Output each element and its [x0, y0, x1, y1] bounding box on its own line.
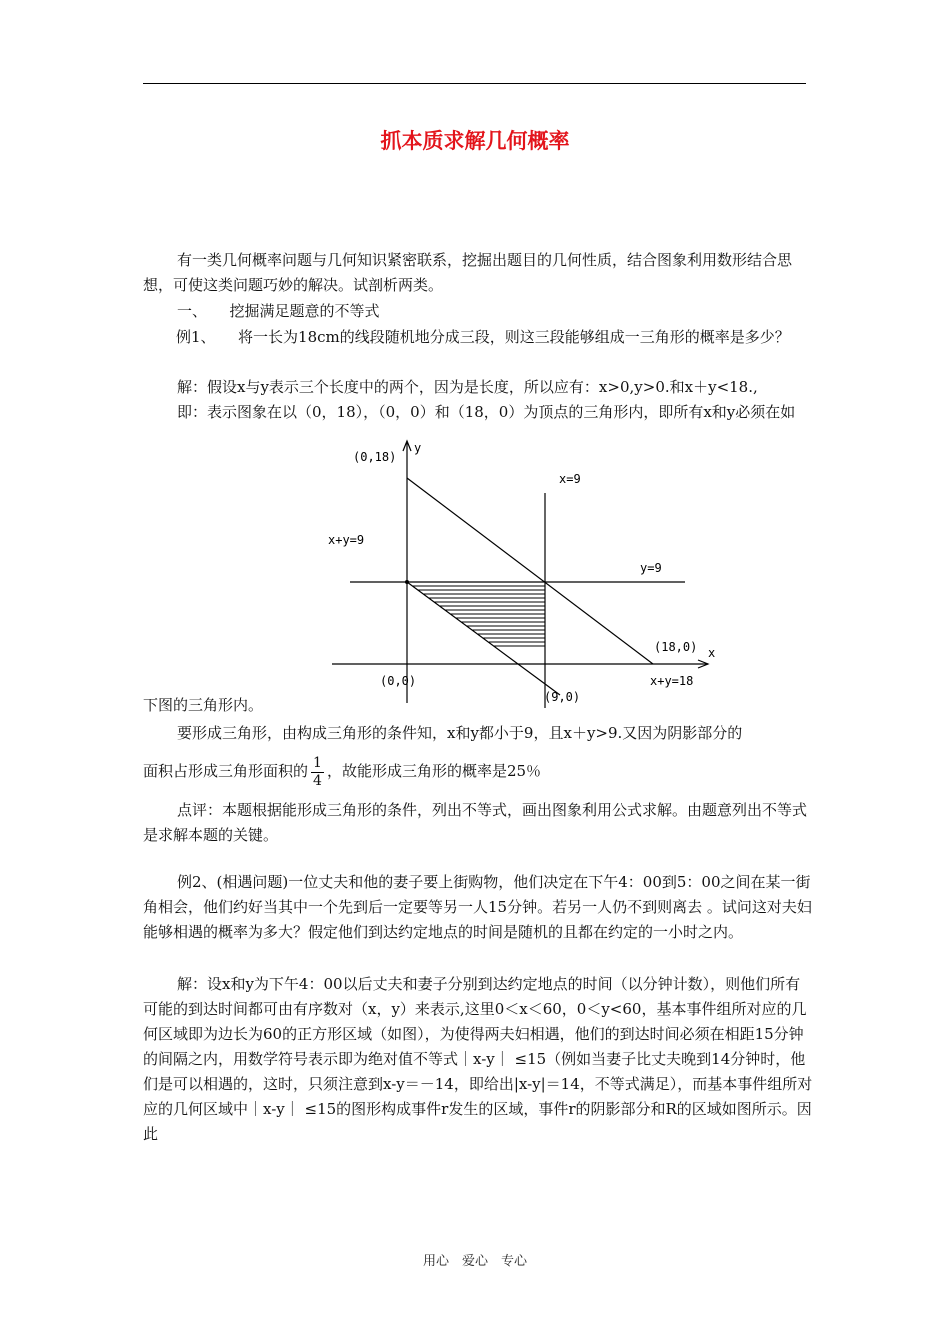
label-y-9: y=9	[640, 561, 662, 575]
label-x-9: x=9	[559, 472, 581, 486]
label-y: y	[414, 441, 422, 455]
example1-text: 例1、 将一长为18cm的线段随机地分成三段，则这三段能够组成一三角形的概率是多少？	[176, 328, 790, 346]
line-x-plus-y-18	[407, 478, 653, 664]
condition-paragraph: 要形成三角形，由构成三角形的条件知，x和y都小于9，且x＋y>9.又因为阴影部分的	[177, 724, 743, 742]
triangle-region-graph	[320, 433, 730, 708]
page-title: 抓本质求解几何概率	[380, 129, 570, 153]
fraction-numerator: 1	[313, 754, 322, 771]
area-text-before: 面积占形成三角形面积的	[143, 762, 309, 780]
solution1-line-b: 即：表示图象在以（0，18），（0，0）和（18，0）为顶点的三角形内，即所有x和y必须在如	[177, 403, 796, 421]
area-text-after: ，故能形成三角形的概率是25％	[326, 762, 542, 780]
area-ratio-line	[143, 752, 813, 790]
label-x-plus-y-18: x+y=18	[650, 674, 694, 688]
label-x-plus-y-9: x+y=9	[328, 533, 365, 547]
section-heading: 一、 挖掘满足题意的不等式	[177, 302, 380, 320]
label-0-18: (0,18)	[353, 450, 397, 464]
page-footer: 用心 爱心 专心	[422, 1254, 527, 1269]
comment-paragraph: 点评：本题根据能形成三角形的条件，列出不等式，画出图象利用公式求解。由题意列出不等式是求解本题的关键。	[143, 801, 808, 844]
header-rule	[143, 83, 806, 84]
label-0-0: (0,0)	[380, 674, 417, 688]
example2-paragraph: 例2、(相遇问题)一位丈夫和他的妻子要上街购物，他们决定在下午4：00到5：00之间在某一街角相会，他们约好当其中一个先到后一定要等另一人15分钟。若另一人仍不到则离去 。试问这对夫妇能够相遇的概率为多大？假定他们到达约定地点的时间是随机的且都在约定的一小时之内。	[143, 873, 812, 941]
shaded-region	[412, 586, 545, 646]
solution1-line-a: 解：假设x与y表示三个长度中的两个，因为是长度，所以应有：x>0,y>0.和x＋y<18.,	[177, 378, 758, 396]
label-9-0: (9,0)	[544, 690, 581, 704]
fraction-denominator: 4	[313, 772, 322, 789]
fraction-one-quarter	[311, 755, 324, 790]
label-x: x	[708, 646, 716, 660]
solution2-paragraph: 解：设x和y为下午4：00以后丈夫和妻子分别到达约定地点的时间（以分钟计数），则他们所有可能的到达时间都可由有序数对（x，y）来表示,这里0＜x＜60，0＜y<60，基本事件组所对应的几何区域即为边长为60的正方形区域（如图），为使得两夫妇相遇，他们的到达时间必须在相距15分钟的间隔之内，用数学符号表示即为绝对值不等式｜x-y｜ ≤15（例如当妻子比丈夫晚到14分钟时，他们是可以相遇的，这时，只须注意到x-y＝－14，即给出|x-y|＝14，不等式满足），而基本事件组所对应的几何区域中｜x-y｜ ≤15的图形构成事件r发生的区域，事件r的阴影部分和R的区域如图所示。因此	[143, 975, 813, 1143]
intro-paragraph: 有一类几何概率问题与几何知识紧密联系，挖掘出题目的几何性质，结合图象利用数形结合思想，可使这类问题巧妙的解决。试剖析两类。	[143, 251, 793, 294]
after-graph-text: 下图的三角形内。	[143, 696, 264, 714]
label-18-0: (18,0)	[654, 640, 698, 654]
intersection-point	[405, 580, 409, 584]
